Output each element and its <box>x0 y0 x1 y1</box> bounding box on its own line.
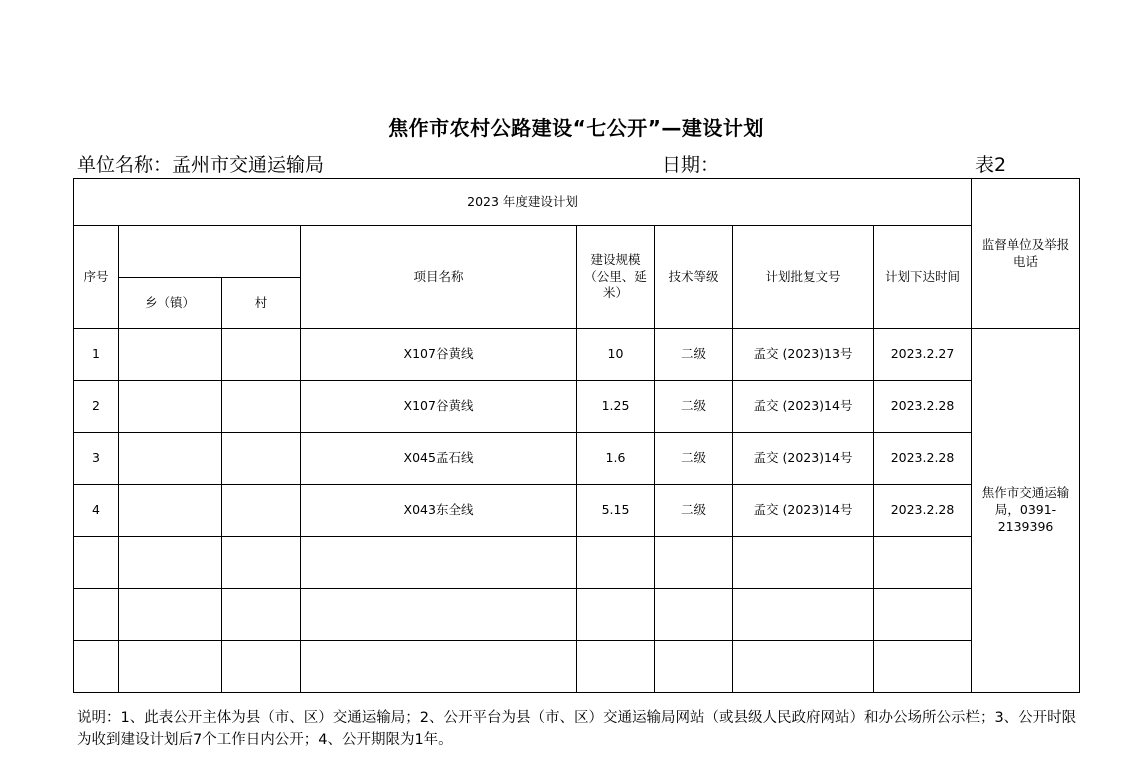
supervisor-header: 监督单位及举报电话 <box>972 179 1080 329</box>
table-number: 表2 <box>975 154 1007 176</box>
col-scale-header: 建设规模（公里、延米） <box>577 226 655 329</box>
cell-scale <box>577 537 655 589</box>
cell-village <box>222 433 301 485</box>
cell-approval-doc <box>733 589 874 641</box>
cell-grade <box>655 641 733 693</box>
cell-approval-doc <box>733 537 874 589</box>
cell-town <box>119 589 222 641</box>
cell-index <box>74 589 119 641</box>
table-row <box>74 485 1080 537</box>
cell-project-name <box>301 589 577 641</box>
cell-issue-time <box>874 537 972 589</box>
cell-village <box>222 485 301 537</box>
cell-project-name: X043东全线 <box>301 485 577 537</box>
cell-scale: 5.15 <box>577 485 655 537</box>
cell-issue-time: 2023.2.28 <box>874 485 972 537</box>
cell-scale: 1.6 <box>577 433 655 485</box>
table-header-row <box>74 179 1080 226</box>
cell-index: 2 <box>74 381 119 433</box>
location-header <box>119 226 301 278</box>
cell-town <box>119 329 222 381</box>
date-label: 日期： <box>662 154 720 176</box>
cell-scale: 10 <box>577 329 655 381</box>
cell-project-name: X107谷黄线 <box>301 381 577 433</box>
table-row <box>74 641 1080 693</box>
cell-project-name <box>301 641 577 693</box>
cell-issue-time <box>874 589 972 641</box>
cell-issue-time: 2023.2.28 <box>874 381 972 433</box>
col-index-header: 序号 <box>74 226 119 329</box>
col-grade-header: 技术等级 <box>655 226 733 329</box>
explanation-note: 说明：1、此表公开主体为县（市、区）交通运输局；2、公开平台为县（市、区）交通运输局网站（或县级人民政府网站）和办公场所公示栏；3、公开时限为收到建设计划后7个工作日内公开；4、公开期限为1年。 <box>77 710 1077 748</box>
cell-grade <box>655 589 733 641</box>
cell-grade: 二级 <box>655 329 733 381</box>
cell-scale <box>577 589 655 641</box>
cell-scale <box>577 641 655 693</box>
cell-grade: 二级 <box>655 485 733 537</box>
plan-year-header: 2023 年度建设计划 <box>74 179 972 226</box>
cell-index: 1 <box>74 329 119 381</box>
col-doc-header: 计划批复文号 <box>733 226 874 329</box>
cell-grade: 二级 <box>655 381 733 433</box>
table-row <box>74 329 1080 381</box>
cell-grade <box>655 537 733 589</box>
cell-village <box>222 641 301 693</box>
cell-project-name: X045孟石线 <box>301 433 577 485</box>
cell-town <box>119 537 222 589</box>
cell-town <box>119 485 222 537</box>
cell-town <box>119 381 222 433</box>
cell-village <box>222 537 301 589</box>
table-row <box>74 589 1080 641</box>
cell-index <box>74 537 119 589</box>
cell-index <box>74 641 119 693</box>
cell-village <box>222 329 301 381</box>
col-village-header: 村 <box>222 278 301 329</box>
cell-approval-doc <box>733 641 874 693</box>
table-subheader-row <box>74 226 1080 278</box>
cell-project-name: X107谷黄线 <box>301 329 577 381</box>
cell-issue-time: 2023.2.27 <box>874 329 972 381</box>
cell-approval-doc: 孟交 (2023)14号 <box>733 381 874 433</box>
document-title: 焦作市农村公路建设“七公开”—建设计划 <box>388 116 764 140</box>
cell-index: 3 <box>74 433 119 485</box>
cell-grade: 二级 <box>655 433 733 485</box>
unit-name-label: 单位名称：孟州市交通运输局 <box>77 154 325 176</box>
cell-issue-time <box>874 641 972 693</box>
cell-index: 4 <box>74 485 119 537</box>
cell-issue-time: 2023.2.28 <box>874 433 972 485</box>
table-row <box>74 537 1080 589</box>
col-name-header: 项目名称 <box>301 226 577 329</box>
col-time-header: 计划下达时间 <box>874 226 972 329</box>
cell-approval-doc: 孟交 (2023)14号 <box>733 485 874 537</box>
cell-scale: 1.25 <box>577 381 655 433</box>
table-row <box>74 381 1080 433</box>
cell-project-name <box>301 537 577 589</box>
cell-approval-doc: 孟交 (2023)14号 <box>733 433 874 485</box>
table-row <box>74 433 1080 485</box>
supervisor-cell: 焦作市交通运输局，0391-2139396 <box>972 329 1080 693</box>
cell-village <box>222 381 301 433</box>
col-town-header: 乡（镇） <box>119 278 222 329</box>
cell-village <box>222 589 301 641</box>
cell-town <box>119 433 222 485</box>
cell-approval-doc: 孟交 (2023)13号 <box>733 329 874 381</box>
construction-plan-table <box>73 178 1080 693</box>
cell-town <box>119 641 222 693</box>
